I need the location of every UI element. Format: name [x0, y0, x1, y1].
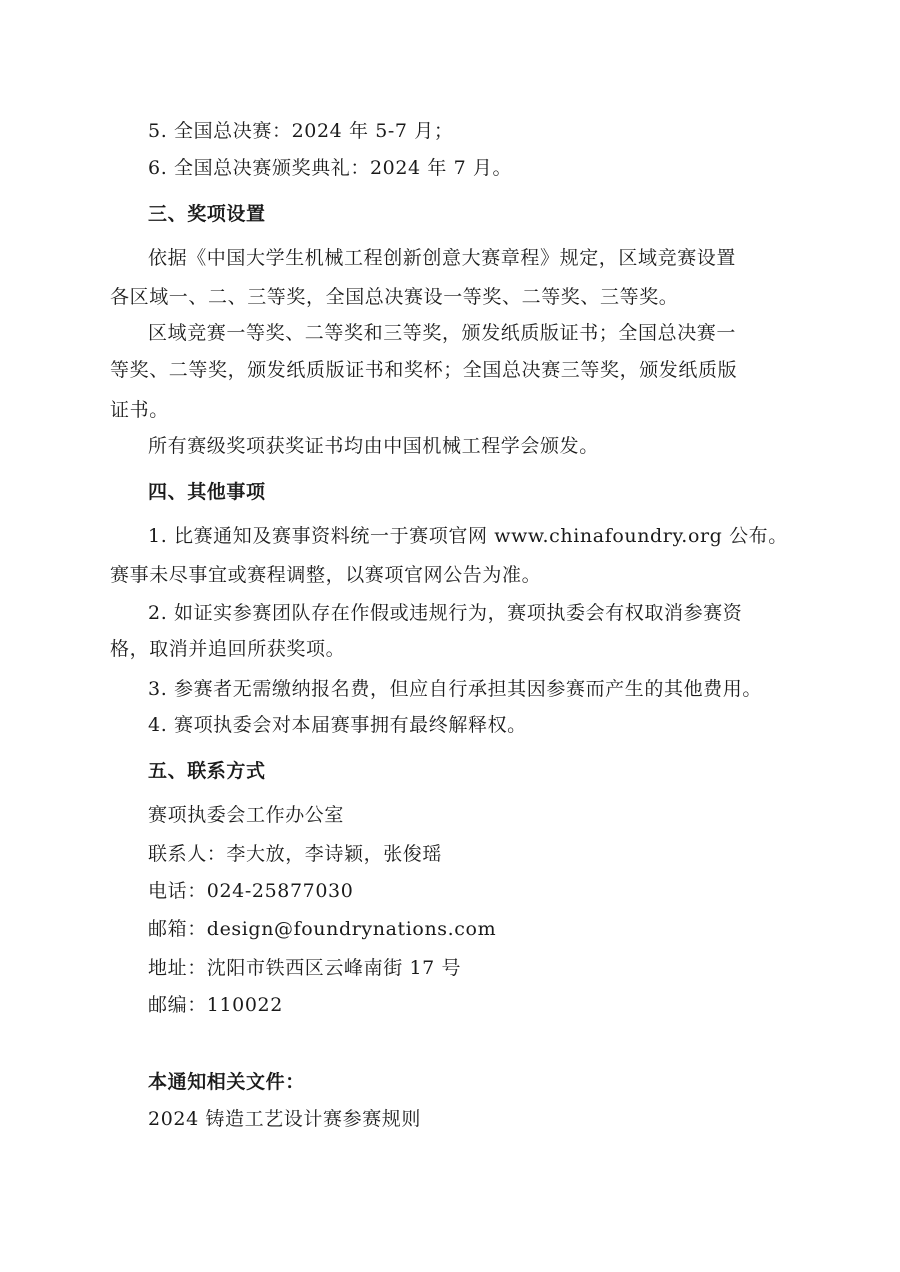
section-3-paragraph-1-line-1: 依据《中国大学生机械工程创新创意大赛章程》规定，区域竞赛设置 — [148, 247, 737, 269]
section-3-paragraph-1-line-2: 各区域一、二、三等奖，全国总决赛设一等奖、二等奖、三等奖。 — [110, 286, 679, 308]
section-4-item-4: 4. 赛项执委会对本届赛事拥有最终解释权。 — [148, 714, 527, 736]
section-5-heading: 五、联系方式 — [148, 760, 266, 782]
contact-office: 赛项执委会工作办公室 — [148, 804, 345, 826]
section-4-item-2-line-1: 2. 如证实参赛团队存在作假或违规行为，赛项执委会有权取消参赛资 — [148, 602, 743, 624]
contact-postcode: 邮编：110022 — [148, 994, 283, 1016]
contact-address: 地址：沈阳市铁西区云峰南街 17 号 — [148, 957, 462, 979]
section-4-item-1-line-1: 1. 比赛通知及赛事资料统一于赛项官网 www.chinafoundry.org 公布。 — [148, 525, 788, 547]
contact-email: 邮箱：design@foundrynations.com — [148, 918, 497, 940]
section-3-paragraph-2-line-2: 等奖、二等奖，颁发纸质版证书和奖杯；全国总决赛三等奖，颁发纸质版 — [110, 359, 738, 381]
attachment-file-1: 2024 铸造工艺设计赛参赛规则 — [148, 1108, 421, 1130]
section-4-item-2-line-2: 格，取消并追回所获奖项。 — [110, 638, 346, 660]
contact-phone: 电话：024-25877030 — [148, 880, 354, 902]
attachments-heading: 本通知相关文件： — [148, 1071, 305, 1093]
section-4-item-3: 3. 参赛者无需缴纳报名费，但应自行承担其因参赛而产生的其他费用。 — [148, 678, 762, 700]
schedule-item-5: 5. 全国总决赛：2024 年 5-7 月； — [148, 120, 454, 142]
section-4-heading: 四、其他事项 — [148, 481, 266, 503]
section-3-paragraph-3: 所有赛级奖项获奖证书均由中国机械工程学会颁发。 — [148, 435, 599, 457]
section-3-paragraph-2-line-1: 区域竞赛一等奖、二等奖和三等奖，颁发纸质版证书；全国总决赛一 — [148, 322, 737, 344]
section-3-paragraph-2-line-3: 证书。 — [110, 399, 169, 421]
contact-persons: 联系人：李大放，李诗颖，张俊瑶 — [148, 843, 443, 865]
section-4-item-1-line-2: 赛事未尽事宜或赛程调整，以赛项官网公告为准。 — [110, 564, 542, 586]
section-3-heading: 三、奖项设置 — [148, 203, 266, 225]
schedule-item-6: 6. 全国总决赛颁奖典礼：2024 年 7 月。 — [148, 157, 513, 179]
